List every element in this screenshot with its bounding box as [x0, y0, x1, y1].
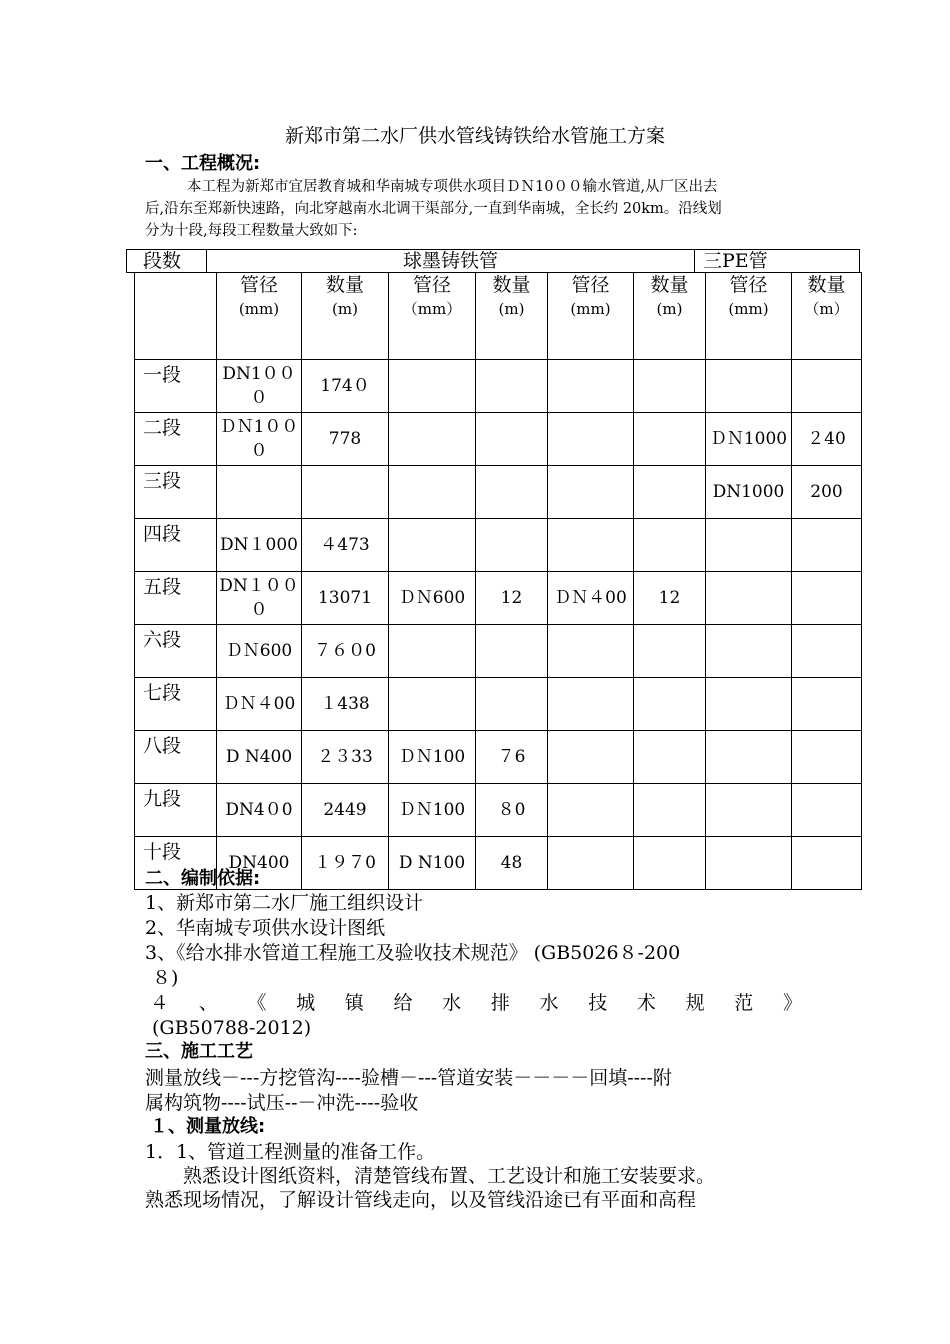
segment-cell: 九段: [135, 784, 217, 837]
table-cell: [634, 837, 706, 890]
table-cell: [476, 466, 548, 519]
table-cell: [389, 625, 476, 678]
table-cell: [792, 837, 862, 890]
table-cell: 48: [476, 837, 548, 890]
table-cell: [476, 519, 548, 572]
table-row: [135, 625, 862, 678]
page-title: 新郑市第二水厂供水管线铸铁给水管施工方案: [284, 125, 665, 147]
reference-item: 2、华南城专项供水设计图纸: [145, 917, 386, 939]
table-cell: DN1０００: [217, 360, 302, 413]
table-cell: [548, 731, 634, 784]
subsection-heading: １、测量放线:: [150, 1116, 266, 1137]
table-cell: [548, 413, 634, 466]
table-cell: DN4０0: [217, 784, 302, 837]
table-cell: ７６０0: [302, 625, 389, 678]
table-cell: [634, 678, 706, 731]
table-cell: [548, 466, 634, 519]
segment-cell: 八段: [135, 731, 217, 784]
column-header-row: [135, 273, 862, 360]
table-cell: [476, 360, 548, 413]
table-cell: 12: [476, 572, 548, 625]
table-cell: 13071: [302, 572, 389, 625]
reference-item-4-token: 》: [782, 992, 802, 1014]
table-cell: １438: [302, 678, 389, 731]
column-header-cell: [135, 273, 217, 360]
segment-cell: 一段: [135, 360, 217, 413]
paragraph-line: 后,沿东至郑新快速路，向北穿越南水北调干渠部分,一直到华南城，全长约 20km。沿线划: [145, 201, 722, 217]
table-cell: ＤＮ100: [389, 784, 476, 837]
reference-item-4-token: 技: [588, 992, 608, 1014]
table-cell: [217, 466, 302, 519]
process-flow-line: 测量放线－---方挖管沟----验槽－---管道安装－－－－回填----附: [145, 1067, 672, 1089]
reference-item-4-token: 城: [296, 992, 316, 1014]
reference-item-4-token: 水: [442, 992, 462, 1014]
table-cell: １９７0: [302, 837, 389, 890]
reference-item: 3、《给水排水管道工程施工及验收技术规范》 (GB5026８-200: [145, 942, 681, 964]
table-cell: ８0: [476, 784, 548, 837]
segment-cell: 七段: [135, 678, 217, 731]
paragraph-line: 本工程为新郑市宜居教育城和华南城专项供水项目ＤＮ10００输水管道,从厂区出去: [187, 179, 718, 195]
column-header-cell: 管径 (mm): [217, 273, 302, 360]
table-cell: 778: [302, 413, 389, 466]
table-row: [135, 413, 862, 466]
header-pe-pipe: 三PE管: [703, 250, 768, 272]
table-cell: ＤＮ600: [389, 572, 476, 625]
reference-item-4-token: 给: [393, 992, 413, 1014]
table-cell: ７6: [476, 731, 548, 784]
segment-cell: 四段: [135, 519, 217, 572]
table-cell: [548, 784, 634, 837]
segment-cell: 二段: [135, 413, 217, 466]
table-row: [135, 572, 862, 625]
table-cell: [792, 784, 862, 837]
reference-item-4-token: 排: [490, 992, 510, 1014]
table-cell: ＤＮ1000: [706, 413, 792, 466]
table-cell: 200: [792, 466, 862, 519]
table-cell: [706, 625, 792, 678]
segment-cell: 五段: [135, 572, 217, 625]
table-cell: 2449: [302, 784, 389, 837]
table-cell: [548, 678, 634, 731]
table-cell: [634, 413, 706, 466]
table-cell: [792, 572, 862, 625]
reference-item: ８): [152, 967, 179, 989]
paragraph-line: 分为十段,每段工程数量大致如下:: [145, 223, 358, 239]
table-cell: ＤＮ600: [217, 625, 302, 678]
header-ductile-iron: 球墨铸铁管: [207, 250, 695, 272]
table-cell: DN１０００: [217, 572, 302, 625]
table-cell: [706, 572, 792, 625]
table-cell: ＤＮ４00: [217, 678, 302, 731]
table-cell: [792, 519, 862, 572]
table-cell: [706, 731, 792, 784]
table-cell: [792, 731, 862, 784]
reference-item: 1、新郑市第二水厂施工组织设计: [145, 892, 424, 914]
table-cell: [476, 413, 548, 466]
table-cell: 12: [634, 572, 706, 625]
table-cell: [634, 731, 706, 784]
reference-item-4-token: 镇: [344, 992, 364, 1014]
table-cell: ＤＮ100: [389, 731, 476, 784]
table-cell: [792, 360, 862, 413]
table-cell: ＤＮ４00: [548, 572, 634, 625]
body-line: 熟悉设计图纸资料，清楚管线布置、工艺设计和施工安装要求。: [145, 1165, 716, 1187]
segment-cell: 三段: [135, 466, 217, 519]
column-header-cell: 数量 (m): [476, 273, 548, 360]
table-cell: [476, 678, 548, 731]
table-row: [135, 360, 862, 413]
table-row: [135, 784, 862, 837]
table-cell: [634, 784, 706, 837]
process-flow-line: 属构筑物----试压--－冲洗----验收: [145, 1092, 419, 1114]
reference-item-4-token: 范: [734, 992, 754, 1014]
table-cell: [302, 466, 389, 519]
column-header-cell: 数量 （m）: [792, 273, 862, 360]
table-cell: ２３33: [302, 731, 389, 784]
table-header-row: [126, 249, 860, 273]
table-cell: [706, 360, 792, 413]
section-1-heading: 一、工程概况:: [145, 153, 261, 174]
column-header-cell: 数量 (m): [302, 273, 389, 360]
table-cell: [548, 360, 634, 413]
reference-item-4-token: 规: [685, 992, 705, 1014]
header-segment: 段数: [127, 250, 207, 272]
column-header-cell: 管径 (mm): [706, 273, 792, 360]
column-header-cell: 数量 (m): [634, 273, 706, 360]
body-line: 熟悉现场情况，了解设计管线走向，以及管线沿途已有平面和高程: [145, 1189, 697, 1211]
table-cell: [706, 837, 792, 890]
table-cell: [389, 519, 476, 572]
table-cell: [476, 625, 548, 678]
table-cell: [548, 625, 634, 678]
table-cell: ４473: [302, 519, 389, 572]
table-cell: [792, 625, 862, 678]
table-cell: ＤＮ1０００: [217, 413, 302, 466]
table-cell: [389, 466, 476, 519]
reference-item-4-token: 、: [198, 992, 218, 1014]
table-cell: [634, 360, 706, 413]
table-cell: 174０: [302, 360, 389, 413]
quantity-table: [134, 272, 862, 890]
table-cell: D N100: [389, 837, 476, 890]
table-cell: [634, 519, 706, 572]
table-row: [135, 678, 862, 731]
table-cell: [389, 678, 476, 731]
table-cell: [792, 678, 862, 731]
reference-item-4-token: 术: [636, 992, 656, 1014]
reference-item-4: [150, 991, 802, 1015]
table-cell: [389, 413, 476, 466]
reference-item-4-token: ４: [150, 992, 170, 1014]
table-cell: DN１000: [217, 519, 302, 572]
table-cell: [389, 360, 476, 413]
segment-cell: 六段: [135, 625, 217, 678]
column-header-cell: 管径 (mm): [548, 273, 634, 360]
subsection-item: 1．1、管道工程测量的准备工作。: [145, 1141, 436, 1163]
table-cell: [634, 625, 706, 678]
table-cell: [548, 519, 634, 572]
table-cell: D N400: [217, 731, 302, 784]
table-row: [135, 731, 862, 784]
table-cell: DN1000: [706, 466, 792, 519]
table-cell: ２40: [792, 413, 862, 466]
table-cell: [706, 784, 792, 837]
segment-cell: 十段: [135, 837, 217, 890]
section-1-paragraph: [145, 176, 810, 242]
reference-item-4-code: (GB50788-2012): [152, 1017, 312, 1039]
table-row: [135, 519, 862, 572]
section-3-heading: 三、施工工艺: [145, 1041, 253, 1062]
reference-item-4-token: 水: [539, 992, 559, 1014]
section-2-heading: 二、编制依据:: [145, 868, 261, 889]
table-cell: [706, 678, 792, 731]
table-cell: DN400: [217, 837, 302, 890]
table-cell: [548, 837, 634, 890]
table-row: [135, 466, 862, 519]
reference-item-4-token: 《: [247, 992, 267, 1014]
column-header-cell: 管径 （mm）: [389, 273, 476, 360]
table-cell: [706, 519, 792, 572]
table-cell: [634, 466, 706, 519]
